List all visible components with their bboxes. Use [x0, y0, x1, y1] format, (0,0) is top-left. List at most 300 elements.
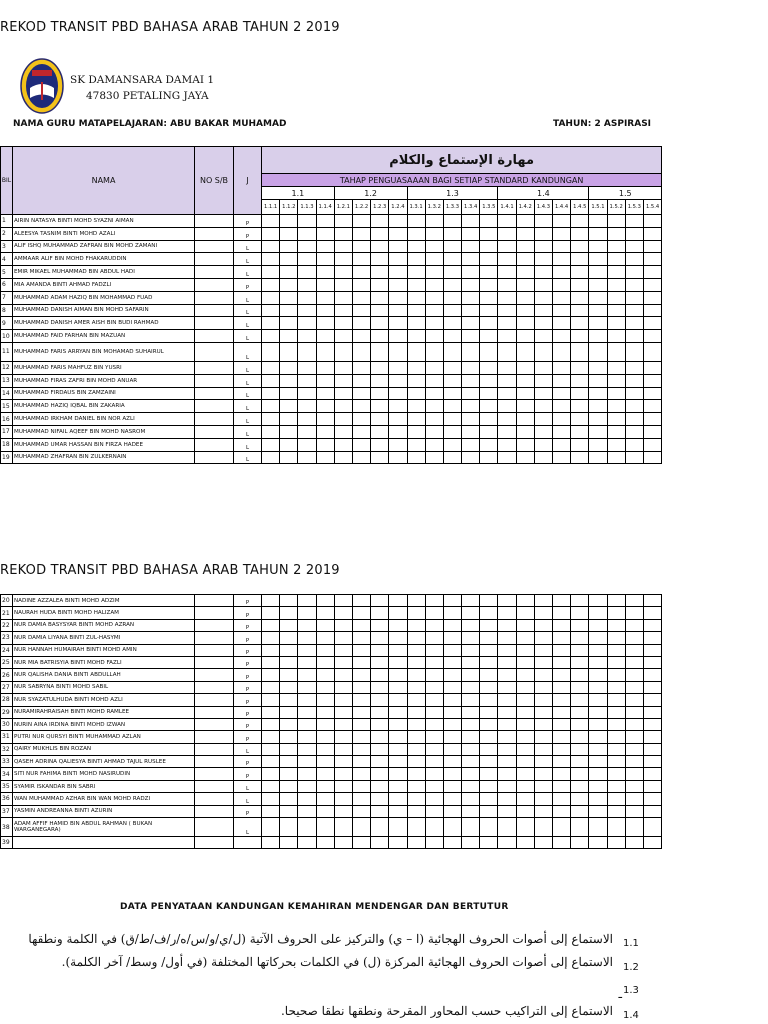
mastery-cell[interactable]: [316, 451, 334, 464]
mastery-cell[interactable]: [553, 266, 571, 279]
mastery-cell[interactable]: [316, 681, 334, 693]
mastery-cell[interactable]: [280, 818, 298, 837]
mastery-cell[interactable]: [352, 451, 370, 464]
mastery-cell[interactable]: [425, 266, 443, 279]
mastery-cell[interactable]: [480, 374, 498, 387]
mastery-cell[interactable]: [589, 818, 607, 837]
mastery-cell[interactable]: [371, 438, 389, 451]
mastery-cell[interactable]: [553, 595, 571, 607]
mastery-cell[interactable]: [262, 253, 280, 266]
mastery-cell[interactable]: [625, 837, 643, 849]
mastery-cell[interactable]: [262, 438, 280, 451]
mastery-cell[interactable]: [298, 818, 316, 837]
mastery-cell[interactable]: [425, 743, 443, 755]
mastery-cell[interactable]: [553, 438, 571, 451]
mastery-cell[interactable]: [643, 644, 661, 656]
mastery-cell[interactable]: [643, 215, 661, 228]
mastery-cell[interactable]: [298, 240, 316, 253]
mastery-cell[interactable]: [352, 253, 370, 266]
mastery-cell[interactable]: [334, 681, 352, 693]
mastery-cell[interactable]: [298, 731, 316, 743]
mastery-cell[interactable]: [534, 656, 552, 668]
mastery-cell[interactable]: [280, 304, 298, 317]
mastery-cell[interactable]: [262, 278, 280, 291]
mastery-cell[interactable]: [534, 304, 552, 317]
mastery-cell[interactable]: [443, 451, 461, 464]
mastery-cell[interactable]: [607, 706, 625, 718]
mastery-cell[interactable]: [407, 317, 425, 330]
mastery-cell[interactable]: [407, 656, 425, 668]
mastery-cell[interactable]: [625, 425, 643, 438]
mastery-cell[interactable]: [462, 632, 480, 644]
mastery-cell[interactable]: [516, 681, 534, 693]
mastery-cell[interactable]: [607, 253, 625, 266]
mastery-cell[interactable]: [352, 215, 370, 228]
mastery-cell[interactable]: [589, 743, 607, 755]
mastery-cell[interactable]: [334, 330, 352, 343]
mastery-cell[interactable]: [334, 291, 352, 304]
mastery-cell[interactable]: [425, 718, 443, 730]
mastery-cell[interactable]: [298, 793, 316, 805]
mastery-cell[interactable]: [443, 317, 461, 330]
mastery-cell[interactable]: [352, 291, 370, 304]
mastery-cell[interactable]: [498, 818, 516, 837]
mastery-cell[interactable]: [352, 317, 370, 330]
mastery-cell[interactable]: [589, 669, 607, 681]
mastery-cell[interactable]: [389, 706, 407, 718]
mastery-cell[interactable]: [298, 780, 316, 792]
mastery-cell[interactable]: [334, 374, 352, 387]
mastery-cell[interactable]: [443, 227, 461, 240]
mastery-cell[interactable]: [262, 227, 280, 240]
mastery-cell[interactable]: [643, 780, 661, 792]
mastery-cell[interactable]: [352, 240, 370, 253]
mastery-cell[interactable]: [607, 780, 625, 792]
mastery-cell[interactable]: [571, 607, 589, 619]
mastery-cell[interactable]: [534, 278, 552, 291]
mastery-cell[interactable]: [571, 240, 589, 253]
mastery-cell[interactable]: [553, 278, 571, 291]
mastery-cell[interactable]: [298, 837, 316, 849]
mastery-cell[interactable]: [553, 706, 571, 718]
mastery-cell[interactable]: [480, 607, 498, 619]
mastery-cell[interactable]: [371, 317, 389, 330]
mastery-cell[interactable]: [316, 361, 334, 374]
mastery-cell[interactable]: [607, 805, 625, 817]
mastery-cell[interactable]: [280, 718, 298, 730]
mastery-cell[interactable]: [316, 240, 334, 253]
mastery-cell[interactable]: [352, 342, 370, 361]
mastery-cell[interactable]: [625, 694, 643, 706]
mastery-cell[interactable]: [625, 266, 643, 279]
mastery-cell[interactable]: [498, 438, 516, 451]
mastery-cell[interactable]: [443, 743, 461, 755]
mastery-cell[interactable]: [553, 317, 571, 330]
mastery-cell[interactable]: [643, 227, 661, 240]
mastery-cell[interactable]: [407, 818, 425, 837]
mastery-cell[interactable]: [516, 743, 534, 755]
mastery-cell[interactable]: [334, 342, 352, 361]
mastery-cell[interactable]: [571, 400, 589, 413]
mastery-cell[interactable]: [498, 400, 516, 413]
mastery-cell[interactable]: [280, 656, 298, 668]
mastery-cell[interactable]: [516, 342, 534, 361]
mastery-cell[interactable]: [298, 706, 316, 718]
mastery-cell[interactable]: [371, 425, 389, 438]
mastery-cell[interactable]: [462, 837, 480, 849]
mastery-cell[interactable]: [407, 342, 425, 361]
mastery-cell[interactable]: [534, 768, 552, 780]
mastery-cell[interactable]: [389, 266, 407, 279]
mastery-cell[interactable]: [262, 706, 280, 718]
mastery-cell[interactable]: [371, 374, 389, 387]
mastery-cell[interactable]: [352, 718, 370, 730]
mastery-cell[interactable]: [571, 291, 589, 304]
mastery-cell[interactable]: [280, 317, 298, 330]
mastery-cell[interactable]: [625, 240, 643, 253]
mastery-cell[interactable]: [298, 400, 316, 413]
mastery-cell[interactable]: [498, 731, 516, 743]
mastery-cell[interactable]: [480, 304, 498, 317]
mastery-cell[interactable]: [262, 718, 280, 730]
mastery-cell[interactable]: [316, 656, 334, 668]
mastery-cell[interactable]: [571, 278, 589, 291]
mastery-cell[interactable]: [443, 291, 461, 304]
mastery-cell[interactable]: [553, 669, 571, 681]
mastery-cell[interactable]: [316, 718, 334, 730]
mastery-cell[interactable]: [425, 595, 443, 607]
mastery-cell[interactable]: [298, 694, 316, 706]
mastery-cell[interactable]: [262, 425, 280, 438]
mastery-cell[interactable]: [643, 669, 661, 681]
mastery-cell[interactable]: [480, 656, 498, 668]
mastery-cell[interactable]: [389, 451, 407, 464]
mastery-cell[interactable]: [389, 400, 407, 413]
mastery-cell[interactable]: [316, 644, 334, 656]
mastery-cell[interactable]: [571, 780, 589, 792]
mastery-cell[interactable]: [389, 425, 407, 438]
mastery-cell[interactable]: [425, 387, 443, 400]
mastery-cell[interactable]: [480, 438, 498, 451]
mastery-cell[interactable]: [371, 342, 389, 361]
mastery-cell[interactable]: [371, 756, 389, 768]
mastery-cell[interactable]: [443, 595, 461, 607]
mastery-cell[interactable]: [553, 400, 571, 413]
mastery-cell[interactable]: [280, 400, 298, 413]
mastery-cell[interactable]: [352, 632, 370, 644]
mastery-cell[interactable]: [625, 361, 643, 374]
mastery-cell[interactable]: [280, 731, 298, 743]
mastery-cell[interactable]: [352, 818, 370, 837]
mastery-cell[interactable]: [262, 607, 280, 619]
mastery-cell[interactable]: [371, 400, 389, 413]
mastery-cell[interactable]: [389, 805, 407, 817]
mastery-cell[interactable]: [498, 595, 516, 607]
mastery-cell[interactable]: [352, 266, 370, 279]
mastery-cell[interactable]: [534, 805, 552, 817]
mastery-cell[interactable]: [443, 768, 461, 780]
mastery-cell[interactable]: [607, 215, 625, 228]
mastery-cell[interactable]: [298, 361, 316, 374]
mastery-cell[interactable]: [607, 607, 625, 619]
mastery-cell[interactable]: [643, 768, 661, 780]
mastery-cell[interactable]: [462, 743, 480, 755]
mastery-cell[interactable]: [462, 669, 480, 681]
mastery-cell[interactable]: [553, 780, 571, 792]
mastery-cell[interactable]: [607, 837, 625, 849]
mastery-cell[interactable]: [534, 361, 552, 374]
mastery-cell[interactable]: [498, 793, 516, 805]
mastery-cell[interactable]: [571, 731, 589, 743]
mastery-cell[interactable]: [371, 818, 389, 837]
mastery-cell[interactable]: [625, 656, 643, 668]
mastery-cell[interactable]: [334, 743, 352, 755]
mastery-cell[interactable]: [553, 694, 571, 706]
mastery-cell[interactable]: [589, 317, 607, 330]
mastery-cell[interactable]: [498, 756, 516, 768]
mastery-cell[interactable]: [425, 227, 443, 240]
mastery-cell[interactable]: [371, 278, 389, 291]
mastery-cell[interactable]: [553, 681, 571, 693]
mastery-cell[interactable]: [571, 451, 589, 464]
mastery-cell[interactable]: [534, 743, 552, 755]
mastery-cell[interactable]: [643, 743, 661, 755]
mastery-cell[interactable]: [553, 756, 571, 768]
mastery-cell[interactable]: [425, 291, 443, 304]
mastery-cell[interactable]: [389, 595, 407, 607]
mastery-cell[interactable]: [625, 304, 643, 317]
mastery-cell[interactable]: [316, 438, 334, 451]
mastery-cell[interactable]: [607, 731, 625, 743]
mastery-cell[interactable]: [371, 607, 389, 619]
mastery-cell[interactable]: [425, 361, 443, 374]
mastery-cell[interactable]: [298, 669, 316, 681]
mastery-cell[interactable]: [534, 317, 552, 330]
mastery-cell[interactable]: [607, 768, 625, 780]
mastery-cell[interactable]: [298, 644, 316, 656]
mastery-cell[interactable]: [407, 330, 425, 343]
mastery-cell[interactable]: [553, 768, 571, 780]
mastery-cell[interactable]: [280, 644, 298, 656]
mastery-cell[interactable]: [334, 304, 352, 317]
mastery-cell[interactable]: [407, 756, 425, 768]
mastery-cell[interactable]: [425, 451, 443, 464]
mastery-cell[interactable]: [334, 805, 352, 817]
mastery-cell[interactable]: [534, 374, 552, 387]
mastery-cell[interactable]: [553, 837, 571, 849]
mastery-cell[interactable]: [553, 240, 571, 253]
mastery-cell[interactable]: [480, 743, 498, 755]
mastery-cell[interactable]: [389, 278, 407, 291]
mastery-cell[interactable]: [480, 837, 498, 849]
mastery-cell[interactable]: [371, 681, 389, 693]
mastery-cell[interactable]: [607, 669, 625, 681]
mastery-cell[interactable]: [516, 387, 534, 400]
mastery-cell[interactable]: [625, 451, 643, 464]
mastery-cell[interactable]: [298, 743, 316, 755]
mastery-cell[interactable]: [480, 330, 498, 343]
mastery-cell[interactable]: [553, 413, 571, 426]
mastery-cell[interactable]: [352, 681, 370, 693]
mastery-cell[interactable]: [298, 330, 316, 343]
mastery-cell[interactable]: [498, 215, 516, 228]
mastery-cell[interactable]: [389, 304, 407, 317]
mastery-cell[interactable]: [571, 718, 589, 730]
mastery-cell[interactable]: [389, 607, 407, 619]
mastery-cell[interactable]: [352, 656, 370, 668]
mastery-cell[interactable]: [553, 291, 571, 304]
mastery-cell[interactable]: [443, 400, 461, 413]
mastery-cell[interactable]: [334, 278, 352, 291]
mastery-cell[interactable]: [589, 227, 607, 240]
mastery-cell[interactable]: [643, 805, 661, 817]
mastery-cell[interactable]: [480, 413, 498, 426]
mastery-cell[interactable]: [371, 451, 389, 464]
mastery-cell[interactable]: [280, 253, 298, 266]
mastery-cell[interactable]: [262, 793, 280, 805]
mastery-cell[interactable]: [516, 768, 534, 780]
mastery-cell[interactable]: [280, 706, 298, 718]
mastery-cell[interactable]: [389, 694, 407, 706]
mastery-cell[interactable]: [443, 342, 461, 361]
mastery-cell[interactable]: [389, 731, 407, 743]
mastery-cell[interactable]: [625, 317, 643, 330]
mastery-cell[interactable]: [425, 731, 443, 743]
mastery-cell[interactable]: [298, 304, 316, 317]
mastery-cell[interactable]: [534, 342, 552, 361]
mastery-cell[interactable]: [625, 387, 643, 400]
mastery-cell[interactable]: [643, 632, 661, 644]
mastery-cell[interactable]: [352, 595, 370, 607]
mastery-cell[interactable]: [443, 780, 461, 792]
mastery-cell[interactable]: [443, 793, 461, 805]
mastery-cell[interactable]: [534, 837, 552, 849]
mastery-cell[interactable]: [316, 805, 334, 817]
mastery-cell[interactable]: [516, 438, 534, 451]
mastery-cell[interactable]: [334, 215, 352, 228]
mastery-cell[interactable]: [625, 374, 643, 387]
mastery-cell[interactable]: [498, 304, 516, 317]
mastery-cell[interactable]: [516, 291, 534, 304]
mastery-cell[interactable]: [571, 317, 589, 330]
mastery-cell[interactable]: [625, 632, 643, 644]
mastery-cell[interactable]: [389, 718, 407, 730]
mastery-cell[interactable]: [589, 413, 607, 426]
mastery-cell[interactable]: [298, 342, 316, 361]
mastery-cell[interactable]: [352, 756, 370, 768]
mastery-cell[interactable]: [516, 215, 534, 228]
mastery-cell[interactable]: [553, 253, 571, 266]
mastery-cell[interactable]: [334, 818, 352, 837]
mastery-cell[interactable]: [534, 266, 552, 279]
mastery-cell[interactable]: [553, 718, 571, 730]
mastery-cell[interactable]: [589, 240, 607, 253]
mastery-cell[interactable]: [352, 837, 370, 849]
mastery-cell[interactable]: [553, 793, 571, 805]
mastery-cell[interactable]: [443, 681, 461, 693]
mastery-cell[interactable]: [407, 253, 425, 266]
mastery-cell[interactable]: [389, 619, 407, 631]
mastery-cell[interactable]: [480, 227, 498, 240]
mastery-cell[interactable]: [280, 451, 298, 464]
mastery-cell[interactable]: [371, 291, 389, 304]
mastery-cell[interactable]: [389, 291, 407, 304]
mastery-cell[interactable]: [316, 706, 334, 718]
mastery-cell[interactable]: [334, 706, 352, 718]
mastery-cell[interactable]: [334, 438, 352, 451]
mastery-cell[interactable]: [571, 330, 589, 343]
mastery-cell[interactable]: [371, 413, 389, 426]
mastery-cell[interactable]: [352, 743, 370, 755]
mastery-cell[interactable]: [498, 837, 516, 849]
mastery-cell[interactable]: [589, 619, 607, 631]
mastery-cell[interactable]: [534, 780, 552, 792]
mastery-cell[interactable]: [407, 400, 425, 413]
mastery-cell[interactable]: [425, 793, 443, 805]
mastery-cell[interactable]: [480, 595, 498, 607]
mastery-cell[interactable]: [571, 342, 589, 361]
mastery-cell[interactable]: [334, 632, 352, 644]
mastery-cell[interactable]: [352, 413, 370, 426]
mastery-cell[interactable]: [352, 780, 370, 792]
mastery-cell[interactable]: [589, 756, 607, 768]
mastery-cell[interactable]: [371, 240, 389, 253]
mastery-cell[interactable]: [498, 694, 516, 706]
mastery-cell[interactable]: [589, 694, 607, 706]
mastery-cell[interactable]: [352, 607, 370, 619]
mastery-cell[interactable]: [334, 266, 352, 279]
mastery-cell[interactable]: [316, 780, 334, 792]
mastery-cell[interactable]: [589, 793, 607, 805]
mastery-cell[interactable]: [425, 278, 443, 291]
mastery-cell[interactable]: [643, 342, 661, 361]
mastery-cell[interactable]: [352, 768, 370, 780]
mastery-cell[interactable]: [589, 278, 607, 291]
mastery-cell[interactable]: [262, 756, 280, 768]
mastery-cell[interactable]: [534, 438, 552, 451]
mastery-cell[interactable]: [280, 291, 298, 304]
mastery-cell[interactable]: [498, 743, 516, 755]
mastery-cell[interactable]: [262, 304, 280, 317]
mastery-cell[interactable]: [534, 731, 552, 743]
mastery-cell[interactable]: [534, 413, 552, 426]
mastery-cell[interactable]: [334, 227, 352, 240]
mastery-cell[interactable]: [643, 413, 661, 426]
mastery-cell[interactable]: [643, 425, 661, 438]
mastery-cell[interactable]: [462, 768, 480, 780]
mastery-cell[interactable]: [443, 818, 461, 837]
mastery-cell[interactable]: [516, 793, 534, 805]
mastery-cell[interactable]: [534, 718, 552, 730]
mastery-cell[interactable]: [443, 240, 461, 253]
mastery-cell[interactable]: [480, 451, 498, 464]
mastery-cell[interactable]: [407, 425, 425, 438]
mastery-cell[interactable]: [262, 768, 280, 780]
mastery-cell[interactable]: [262, 317, 280, 330]
mastery-cell[interactable]: [534, 694, 552, 706]
mastery-cell[interactable]: [534, 632, 552, 644]
mastery-cell[interactable]: [589, 361, 607, 374]
mastery-cell[interactable]: [280, 793, 298, 805]
mastery-cell[interactable]: [334, 756, 352, 768]
mastery-cell[interactable]: [516, 304, 534, 317]
mastery-cell[interactable]: [534, 706, 552, 718]
mastery-cell[interactable]: [407, 266, 425, 279]
mastery-cell[interactable]: [516, 374, 534, 387]
mastery-cell[interactable]: [443, 253, 461, 266]
mastery-cell[interactable]: [625, 342, 643, 361]
mastery-cell[interactable]: [298, 425, 316, 438]
